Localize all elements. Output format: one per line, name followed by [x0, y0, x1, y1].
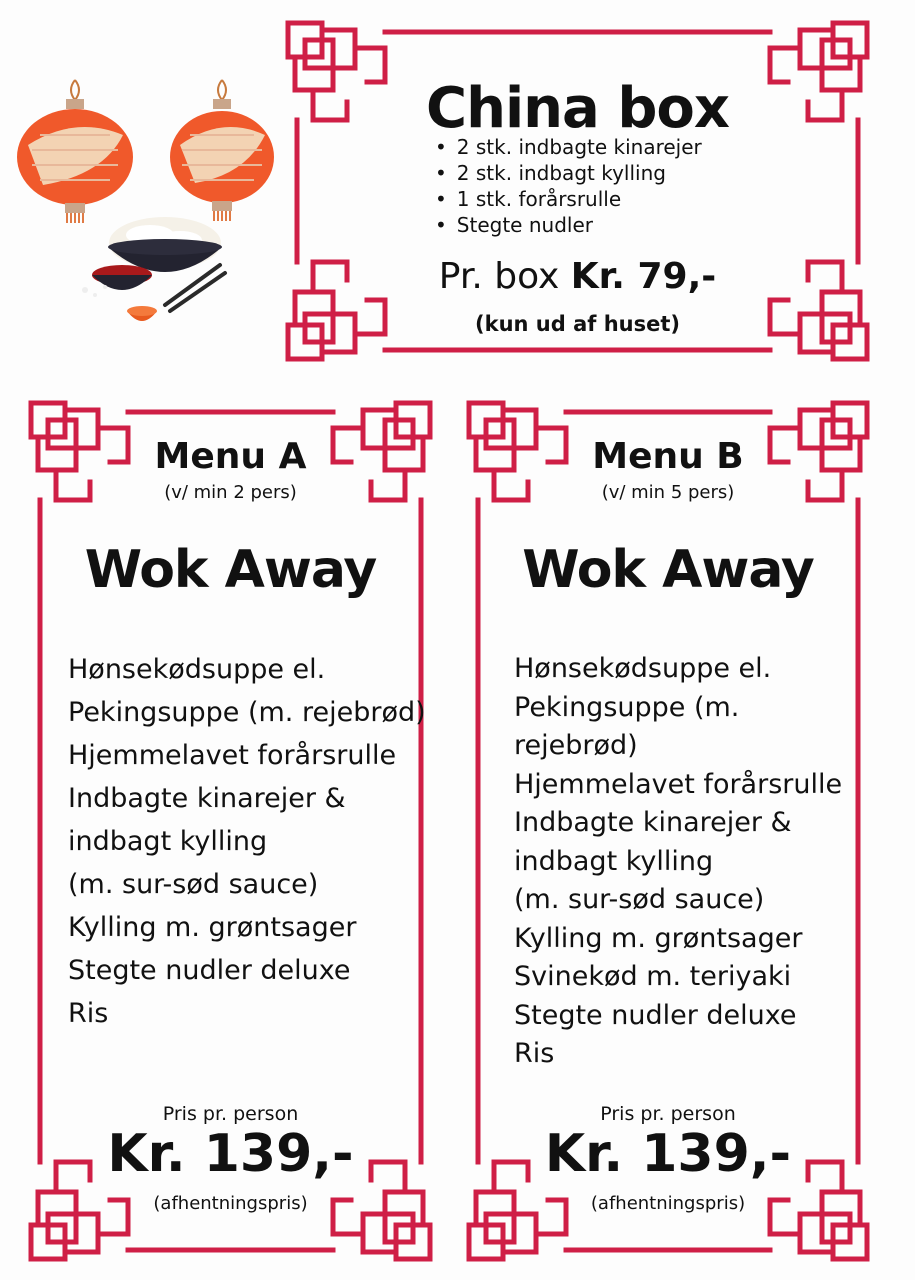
china-box-title: China box: [426, 76, 729, 141]
list-item: Hjemmelavet forårsrulle: [68, 740, 397, 771]
china-box-note: (kun ud af huset): [475, 312, 680, 336]
menu-a-panel: [28, 400, 433, 1262]
chopsticks-icon: [165, 265, 225, 311]
list-item: indbagt kylling: [68, 826, 268, 857]
sauce-bowl-icon: [92, 265, 152, 290]
menu-b-title: Menu B: [592, 436, 744, 477]
menu-b-items: [514, 650, 870, 1074]
menu-b-price: Kr. 139,-: [544, 1124, 792, 1184]
menu-a-price: Kr. 139,-: [107, 1124, 354, 1184]
china-box-items: [435, 134, 702, 238]
lantern-left-icon: [17, 80, 133, 223]
menu-a-items: [68, 648, 426, 1035]
menu-a-subtitle: (v/ min 2 pers): [164, 482, 297, 503]
menu-a-title: Menu A: [154, 436, 307, 477]
menu-a-per-person: Pris pr. person: [162, 1103, 299, 1125]
menu-a-name: Wok Away: [84, 540, 377, 600]
rice-bowl-icon: [108, 217, 222, 272]
list-item: Pekingsuppe (m. rejebrød): [68, 697, 426, 728]
list-item: (m. sur-sød sauce): [514, 884, 765, 915]
list-item: Stegte nudler deluxe: [68, 955, 351, 986]
list-item: • Stegte nudler: [435, 212, 702, 238]
list-item: • 2 stk. indbagt kylling: [435, 160, 702, 186]
list-item: (m. sur-sød sauce): [68, 869, 319, 900]
list-item: Hønsekødsuppe el.: [514, 653, 772, 684]
list-item: Kylling m. grøntsager: [68, 912, 357, 943]
list-item: Kylling m. grøntsager: [514, 922, 803, 954]
cup-icon: [127, 306, 157, 321]
list-item: Stegte nudler deluxe: [514, 999, 797, 1031]
menu-b-name: Wok Away: [522, 540, 814, 600]
menu-b-per-person: Pris pr. person: [600, 1103, 736, 1125]
list-item: • 2 stk. indbagte kinarejer: [435, 134, 702, 160]
list-item: Hønsekødsuppe el.: [68, 654, 326, 685]
list-item: Ris: [514, 1038, 555, 1069]
menu-b-pickup-note: (afhentningspris): [590, 1193, 746, 1214]
price-prefix: Pr. box: [438, 256, 560, 297]
list-item: Indbagte kinarejer &: [68, 783, 346, 814]
menu-a-pickup-note: (afhentningspris): [153, 1193, 308, 1214]
price-value: Kr. 79,-: [570, 256, 717, 297]
lantern-right-icon: [170, 80, 274, 221]
list-item: Indbagte kinarejer &: [514, 807, 792, 838]
list-item: Hjemmelavet forårsrulle: [514, 768, 843, 800]
menu-b-panel: [466, 400, 870, 1262]
menu-b-subtitle: (v/ min 5 pers): [601, 482, 735, 503]
list-item: Pekingsuppe (m. rejebrød): [514, 691, 740, 761]
china-box-price: [285, 256, 870, 297]
list-item: • 1 stk. forårsrulle: [435, 186, 702, 212]
china-box-panel: [285, 20, 870, 362]
list-item: Ris: [68, 998, 109, 1029]
list-item: indbagt kylling: [514, 845, 714, 877]
list-item: Svinekød m. teriyaki: [514, 961, 792, 992]
lanterns-rice-illustration: [10, 75, 280, 345]
